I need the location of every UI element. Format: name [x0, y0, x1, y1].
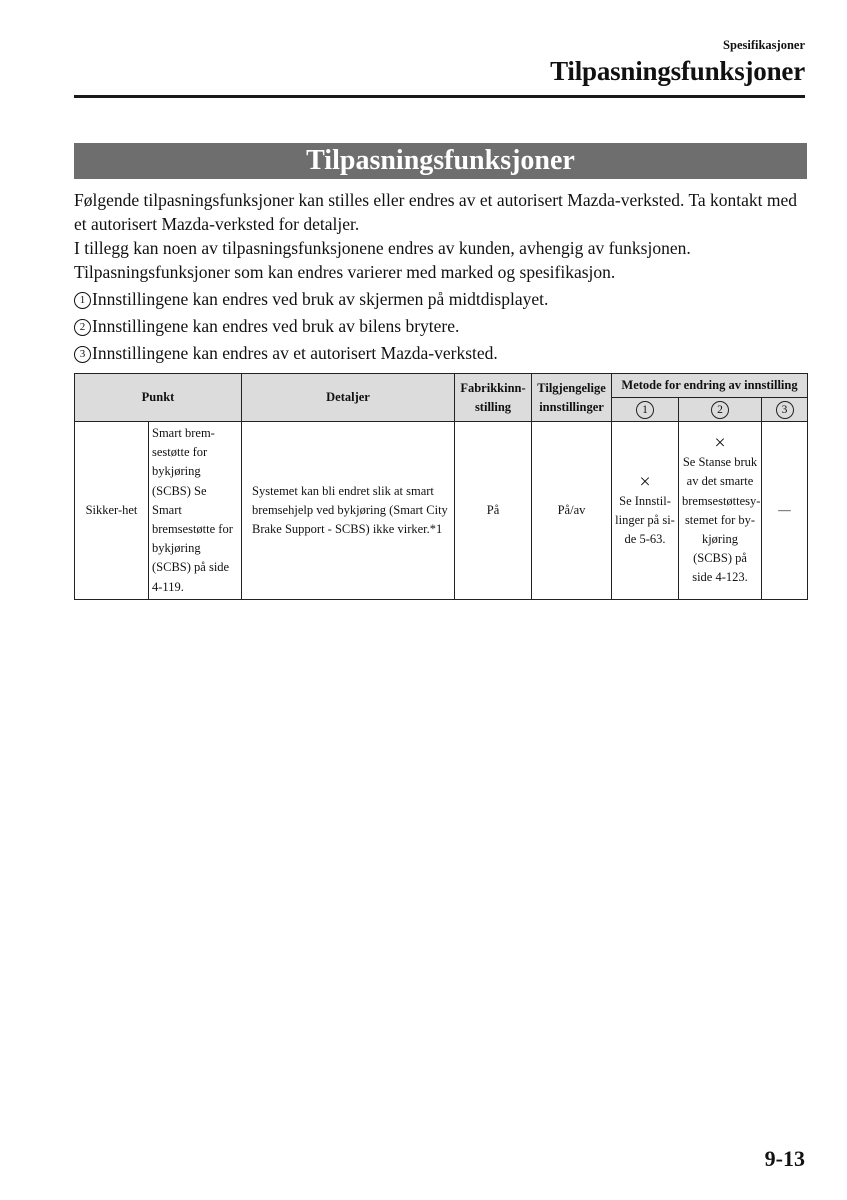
method-item-3-text: Innstillingene kan endres av et autorisert Mazda-verksted. — [92, 343, 498, 363]
col-header-punkt: Punkt — [75, 374, 242, 422]
details-cell: Systemet kan bli endret slik at smart bremsehjelp ved bykjøring (Smart City Brake Support - SCBS) ikke virker.*1 — [242, 422, 455, 600]
method-item-1 — [74, 287, 814, 311]
method-1-cell — [612, 422, 679, 600]
circled-1-icon: 1 — [636, 401, 654, 419]
category-cell: Sikker-het — [75, 422, 149, 600]
section-banner: Tilpasningsfunksjoner — [74, 143, 807, 179]
header-rule — [74, 95, 805, 98]
customization-table — [74, 373, 808, 600]
col-header-metode: Metode for endring av innstilling — [612, 374, 808, 398]
circled-2-icon: 2 — [711, 401, 729, 419]
factory-setting-cell: På — [455, 422, 532, 600]
col-header-method-2 — [679, 398, 762, 422]
page-number: 9-13 — [764, 1146, 805, 1171]
intro-paragraph-2: I tillegg kan noen av tilpasningsfunksjonene endres av kunden, avhengig av funksjonen. — [74, 238, 691, 258]
method-2-cell — [679, 422, 762, 600]
circled-number-2: 2 — [74, 319, 91, 336]
method-2-reference: Se Stanse bruk av det smarte bremsestøttesy-stemet for by-kjøring (SCBS) på side 4-123. — [682, 455, 761, 585]
col-header-tilgjengelige: Tilgjengelige innstillinger — [532, 374, 612, 422]
circled-number-1: 1 — [74, 292, 91, 309]
chapter-title: Tilpasningsfunksjoner — [550, 56, 805, 86]
circled-number-3: 3 — [74, 346, 91, 363]
cross-icon: × — [639, 470, 651, 493]
method-item-2-text: Innstillingene kan endres ved bruk av bilens brytere. — [92, 316, 460, 336]
available-settings-cell: På/av — [532, 422, 612, 600]
section-label: Spesifikasjoner — [723, 38, 805, 52]
method-1-reference: Se Innstil-linger på si-de 5-63. — [615, 493, 675, 547]
method-item-2 — [74, 314, 814, 338]
cross-icon: × — [714, 432, 726, 455]
circled-3-icon: 3 — [776, 401, 794, 419]
method-3-cell: — — [762, 422, 808, 600]
table-row — [75, 422, 808, 600]
intro-paragraph-3: Tilpasningsfunksjoner som kan endres varierer med marked og spesifikasjon. — [74, 262, 616, 282]
col-header-detaljer: Detaljer — [242, 374, 455, 422]
item-cell: Smart brem-sestøtte for bykjøring (SCBS) Se Smart bremsestøtte for bykjøring (SCBS) på side 4-119. — [149, 422, 242, 600]
intro-text — [74, 188, 814, 365]
col-header-fabrikk: Fabrikkinn-stilling — [455, 374, 532, 422]
col-header-method-1 — [612, 398, 679, 422]
method-item-3 — [74, 341, 814, 365]
method-item-1-text: Innstillingene kan endres ved bruk av skjermen på midtdisplayet. — [92, 289, 549, 309]
intro-paragraph-1: Følgende tilpasningsfunksjoner kan stilles eller endres av et autorisert Mazda-verksted. Ta kontakt med et autorisert Mazda-verksted for detaljer. — [74, 190, 798, 234]
col-header-method-3 — [762, 398, 808, 422]
